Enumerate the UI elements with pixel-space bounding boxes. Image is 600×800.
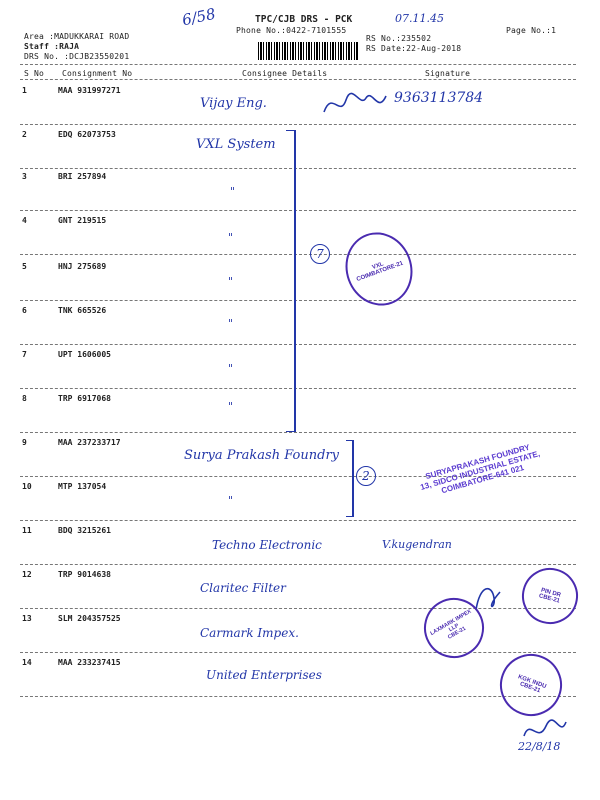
row-consignee: Claritec Filter: [200, 581, 286, 595]
row-consignee: VXL System: [196, 137, 276, 152]
row-divider: [20, 388, 576, 389]
count-7: 7: [310, 244, 330, 264]
row-consignee: Techno Electronic: [212, 538, 322, 552]
row-consignee: ": [230, 185, 236, 198]
row-signature: 9363113784: [394, 90, 484, 106]
row-divider: [20, 344, 576, 345]
barcode: [258, 42, 358, 60]
row-divider: [20, 254, 576, 255]
page-number: Page No.:1: [506, 26, 557, 35]
row-consignment-no: UPT 1606005: [58, 350, 111, 359]
row-sno: 5: [22, 262, 27, 271]
row-signature: V.kugendran: [382, 538, 452, 551]
row-consignee: ": [228, 317, 234, 330]
row-sno: 6: [22, 306, 27, 315]
row-consignment-no: TRP 9014638: [58, 570, 111, 579]
col-consignee: Consignee Details: [242, 69, 328, 78]
col-signature: Signature: [425, 69, 471, 78]
row-consignee: Surya Prakash Foundry: [184, 448, 339, 463]
phone-number: Phone No.:0422-7101555: [236, 26, 347, 35]
row-sno: 11: [22, 526, 32, 535]
row-sno: 13: [22, 614, 32, 623]
pin-stamp: PIN DR CBE-21: [516, 562, 585, 631]
row-consignee: ": [228, 275, 234, 288]
row-consignment-no: MAA 237233717: [58, 438, 121, 447]
foundry-stamp: SURYAPRAKASH FOUNDRY 13, SIDCO INDUSTRIAL ESTATE, COIMBATORE-641 021: [419, 442, 541, 495]
row-consignment-no: MAA 233237415: [58, 658, 121, 667]
row-sno: 10: [22, 482, 32, 491]
row-consignment-no: GNT 219515: [58, 216, 107, 225]
row-divider: [20, 520, 576, 521]
rs-date: RS Date:22-Aug-2018: [366, 44, 462, 53]
bracket-vxl: [286, 130, 296, 432]
row-divider: [20, 564, 576, 565]
row-divider: [20, 168, 576, 169]
row-sno: 14: [22, 658, 32, 667]
row-consignee: Carmark Impex.: [200, 626, 299, 640]
row-divider: [20, 300, 576, 301]
row-sno: 3: [22, 172, 27, 181]
row-sno: 9: [22, 438, 27, 447]
row-consignee: ": [228, 231, 234, 244]
row-divider: [20, 210, 576, 211]
area: Area :MADUKKARAI ROAD: [24, 32, 130, 41]
header-divider-top: [20, 64, 576, 65]
laxmark-stamp: LAXMARK IMPEX LLP CBE-21: [413, 587, 495, 669]
row-consignment-no: BRI 257894: [58, 172, 107, 181]
row-consignment-no: EDQ 62073753: [58, 130, 116, 139]
document-title: TPC/CJB DRS - PCK: [255, 14, 353, 25]
drs-number: DRS No. :DCJB23550201: [24, 52, 130, 61]
row-consignee: ": [228, 400, 234, 413]
row-sno: 1: [22, 86, 27, 95]
row-sno: 4: [22, 216, 27, 225]
row-consignment-no: HNJ 275689: [58, 262, 107, 271]
date-signature: 22/8/18: [518, 740, 561, 753]
row-consignee: ": [228, 362, 234, 375]
row-sno: 8: [22, 394, 27, 403]
row-consignee: Vijay Eng.: [200, 96, 267, 111]
row-consignment-no: MAA 931997271: [58, 86, 121, 95]
col-consignment: Consignment No: [62, 69, 133, 78]
header-divider-bottom: [20, 79, 576, 80]
row-sno: 12: [22, 570, 32, 579]
row-divider: [20, 696, 576, 697]
signature-scribble-1: [320, 88, 390, 120]
rs-number: RS No.:235502: [366, 34, 432, 43]
count-2: 2: [356, 466, 376, 486]
row-sno: 2: [22, 130, 27, 139]
vxl-stamp: VXL COIMBATORE-21: [335, 223, 422, 315]
row-divider: [20, 432, 576, 433]
handwritten-top-right: 07.11.45: [395, 12, 444, 25]
row-divider: [20, 652, 576, 653]
row-consignment-no: TNK 665526: [58, 306, 107, 315]
row-consignment-no: BDQ 3215261: [58, 526, 111, 535]
handwritten-ref: 6/58: [180, 4, 218, 30]
staff: Staff :RAJA: [24, 42, 80, 51]
col-sno: S No: [24, 69, 45, 78]
row-consignee: United Enterprises: [206, 668, 322, 682]
row-consignee: ": [228, 494, 234, 507]
kgk-stamp: KGK INDU CBE-21: [491, 645, 570, 724]
row-consignment-no: TRP 6917068: [58, 394, 111, 403]
row-consignment-no: SLM 204357525: [58, 614, 121, 623]
row-consignment-no: MTP 137054: [58, 482, 107, 491]
bracket-foundry: [346, 440, 354, 517]
row-divider: [20, 124, 576, 125]
row-sno: 7: [22, 350, 27, 359]
